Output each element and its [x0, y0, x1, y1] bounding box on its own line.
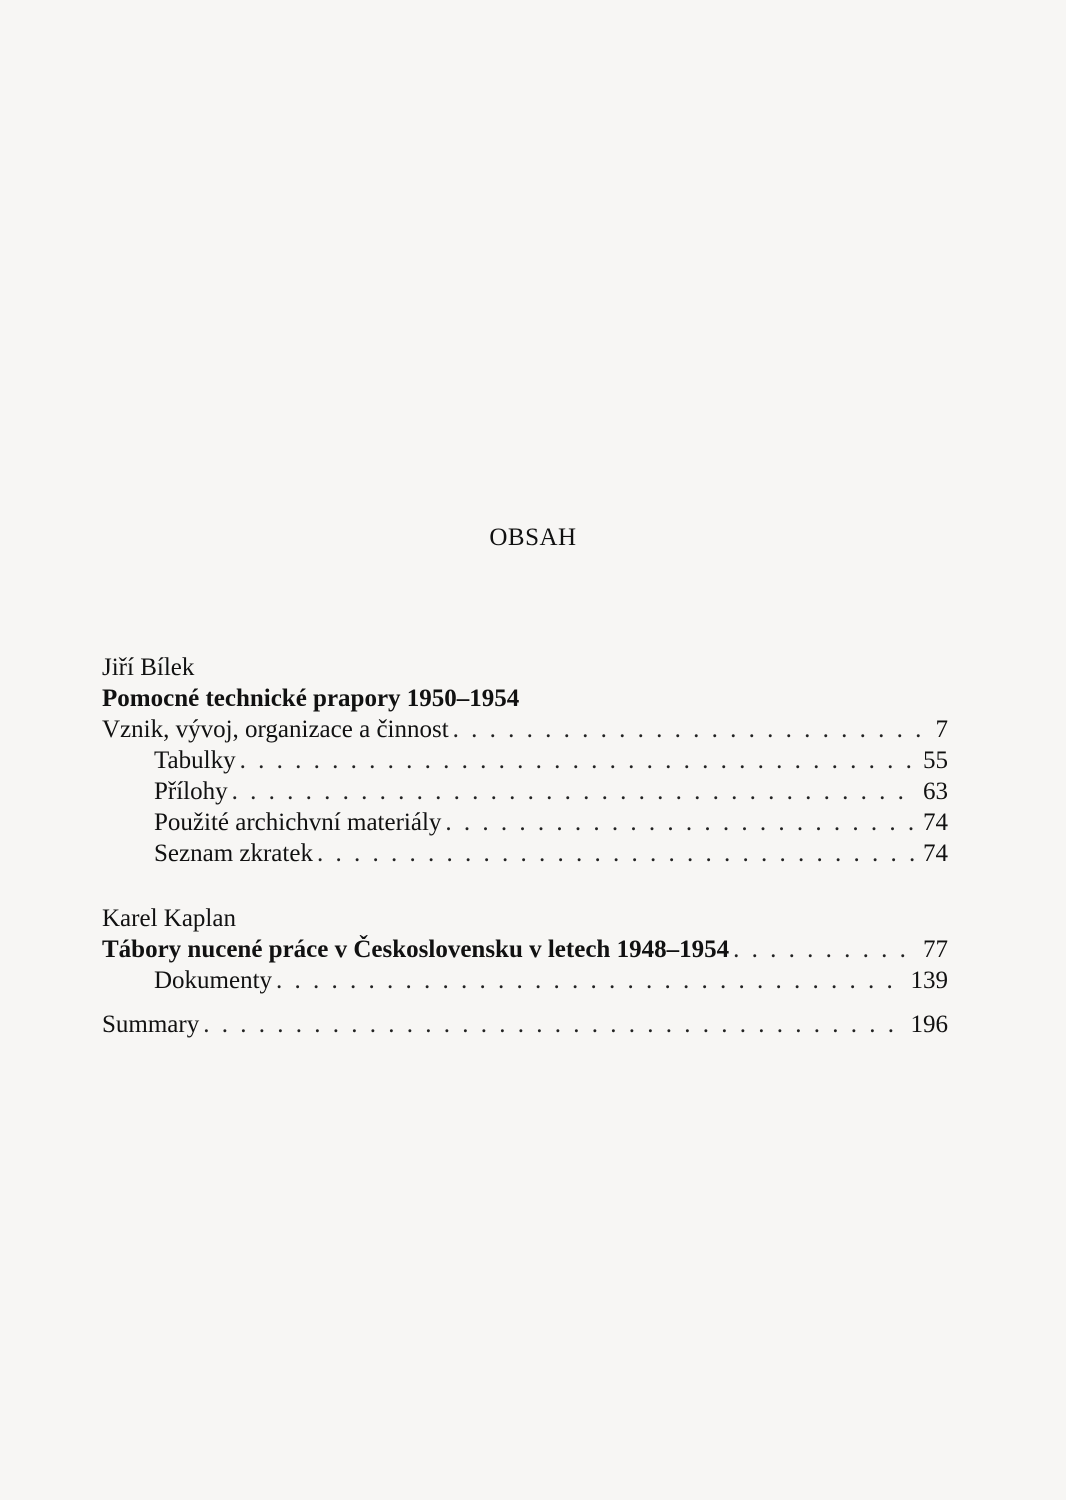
toc-entry-page: 77	[923, 936, 948, 963]
toc-entry-page: 196	[910, 1011, 948, 1038]
toc-entry[interactable]	[102, 807, 948, 838]
toc-entry[interactable]	[102, 714, 948, 745]
toc-entry-page: 74	[923, 809, 948, 836]
toc-section-summary	[102, 1009, 948, 1040]
toc-section-kaplan	[102, 903, 948, 996]
dot-leader	[445, 807, 917, 838]
dot-leader	[453, 714, 930, 745]
toc-entry[interactable]	[102, 934, 948, 965]
dot-leader	[317, 838, 917, 869]
toc-section-bilek	[102, 652, 948, 869]
author-name: Karel Kaplan	[102, 905, 236, 932]
toc-entry[interactable]	[102, 965, 948, 996]
toc-entry-page: 74	[923, 840, 948, 867]
toc-entry[interactable]	[102, 776, 948, 807]
toc-entry-label: Summary	[102, 1011, 200, 1038]
dot-leader	[232, 776, 917, 807]
page-title: OBSAH	[489, 524, 577, 551]
toc-entry[interactable]	[102, 745, 948, 776]
toc-entry-label: Přílohy	[154, 778, 228, 805]
toc-entry[interactable]	[102, 838, 948, 869]
toc-entry-label: Seznam zkratek	[154, 840, 313, 867]
dot-leader	[733, 934, 917, 965]
work-title: Pomocné technické prapory 1950–1954	[102, 685, 520, 712]
author-name: Jiří Bílek	[102, 654, 195, 681]
toc-entry-label: Tabulky	[154, 747, 236, 774]
toc-entry-page: 63	[923, 778, 948, 805]
toc-entry-label: Použité archichvní materiály	[154, 809, 442, 836]
dot-leader	[276, 965, 904, 996]
toc-entry-label: Tábory nucené práce v Československu v letech 1948–1954	[102, 936, 730, 963]
toc-entry-page: 55	[923, 747, 948, 774]
dot-leader	[240, 745, 917, 776]
toc-entry-page: 7	[935, 716, 948, 743]
toc-entry[interactable]	[102, 1009, 948, 1040]
dot-leader	[203, 1009, 904, 1040]
toc-entry-label: Vznik, vývoj, organizace a činnost	[102, 716, 449, 743]
toc-entry-label: Dokumenty	[154, 967, 273, 994]
toc-entry-page: 139	[910, 967, 948, 994]
